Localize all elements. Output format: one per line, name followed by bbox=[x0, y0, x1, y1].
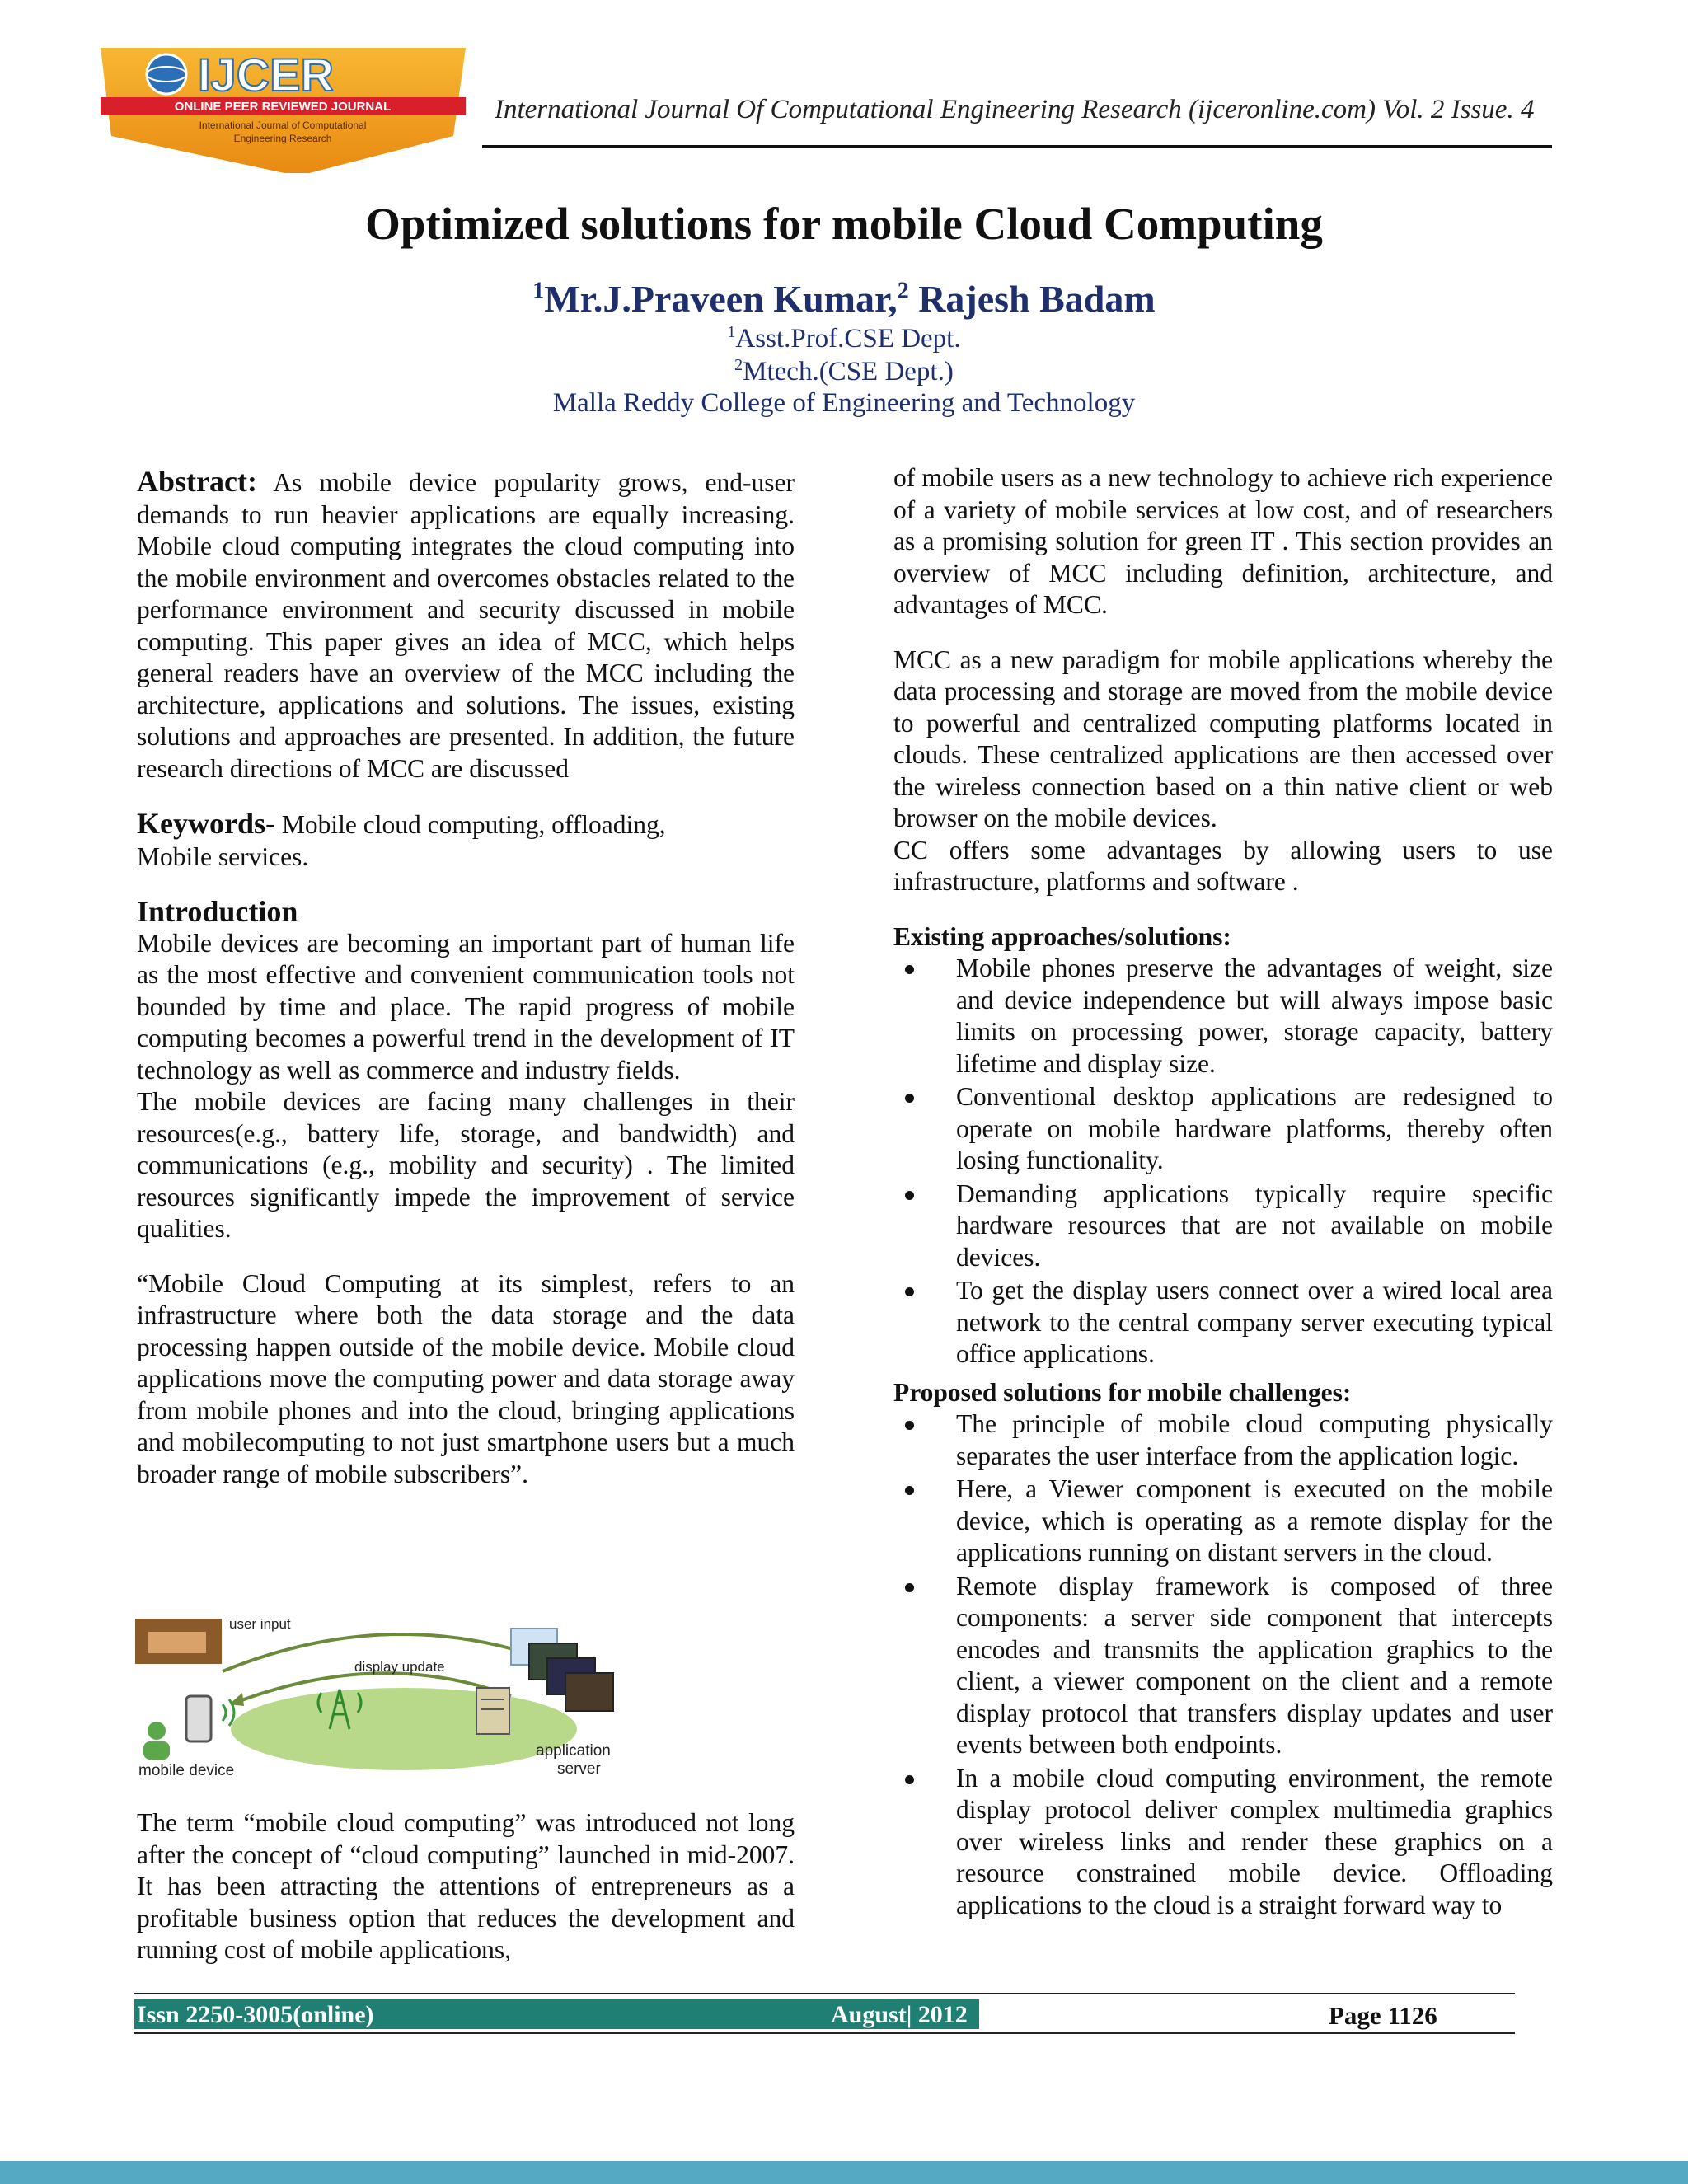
list-item: Demanding applications typically require specific hardware resources that are not available on mobile devices. bbox=[893, 1179, 1553, 1274]
affiliation-1-mark: 1 bbox=[727, 323, 736, 341]
bullet-icon bbox=[905, 1287, 914, 1296]
author-1-mark: 1 bbox=[532, 278, 545, 304]
list-item: To get the display users connect over a wired local area network to the central company server executing typical office applications. bbox=[893, 1275, 1553, 1371]
list-item: Conventional desktop applications are redesigned to operate on mobile hardware platforms, thereby often losing functionality. bbox=[893, 1081, 1553, 1177]
list-item: Remote display framework is composed of three components: a server side component that intercepts encodes and transmits the application graphics to the client, a viewer component on the client and a remote display protocol that transfers display updates and user events between both endpoints. bbox=[893, 1571, 1553, 1761]
term-paragraph: The term “mobile cloud computing” was introduced not long after the concept of “cloud computing” launched in mid-2007. It has been attracting the attentions of entrepreneurs as a profitable business option that reduces the development and running cost of mobile applications, bbox=[137, 1808, 795, 1964]
footer-issn: Issn 2250-3005(online) bbox=[137, 2001, 374, 2028]
author-2-mark: 2 bbox=[897, 278, 909, 304]
header-rule bbox=[482, 145, 1552, 148]
server-icon bbox=[476, 1688, 509, 1734]
affiliation-2-mark: 2 bbox=[734, 356, 743, 374]
bullet-icon bbox=[905, 1583, 914, 1592]
footer-rule-bottom bbox=[134, 2032, 1515, 2034]
left-column bbox=[137, 466, 795, 1490]
abstract bbox=[137, 466, 795, 785]
list-item: In a mobile cloud computing environment, the remote display protocol deliver complex multimedia graphics over wireless links and render these graphics on a resource constrained mobile device. Offloading applications to the cloud is a straight forward way to bbox=[893, 1763, 1553, 1922]
affiliation-institution: Malla Reddy College of Engineering and Technology bbox=[552, 388, 1136, 418]
keywords-text-2: Mobile services. bbox=[137, 841, 309, 871]
right-paragraph-1: of mobile users as a new technology to achieve rich experience of a variety of mobile services at low cost, and of researchers as a promising solution for green IT . This section provides an overview of MCC including definition, architecture, and advantages of MCC. bbox=[893, 463, 1553, 619]
proposed-list bbox=[893, 1408, 1553, 1921]
bullet-icon bbox=[905, 965, 914, 974]
affiliation-1 bbox=[0, 323, 1688, 354]
bullet-icon bbox=[905, 1191, 914, 1200]
list-item: Mobile phones preserve the advantages of weight, size and device independence but will always impose basic limits on processing power, storage capacity, battery lifetime and display size. bbox=[893, 953, 1553, 1080]
bullet-icon bbox=[905, 1421, 914, 1430]
ijcer-logo bbox=[91, 41, 470, 177]
figure-mobile-device: mobile device bbox=[138, 1762, 235, 1779]
intro-paragraph-2: The mobile devices are facing many challenges in their resources(e.g., battery life, storage, and bandwidth) and communications (e.g., mobility and security) . The limited resources significantly impede the improvement of service qualities. bbox=[137, 1087, 795, 1243]
keywords-text: Mobile cloud computing, offloading, bbox=[274, 810, 666, 839]
running-head: International Journal Of Computational Engineering Research (ijceronline.com) Vol. 2 Issue. 4 bbox=[495, 95, 1535, 124]
footer-date: August| 2012 bbox=[831, 2001, 968, 2028]
footer-page-number: Page 1126 bbox=[1329, 2001, 1437, 2030]
figure-display-update: display update bbox=[354, 1659, 445, 1675]
figure-user-input: user input bbox=[229, 1616, 291, 1632]
bullet-icon bbox=[905, 1094, 914, 1103]
introduction-heading: Introduction bbox=[137, 895, 298, 928]
mobile-device-icon bbox=[143, 1696, 234, 1760]
list-item: Here, a Viewer component is executed on the mobile device, which is operating as a remote display for the applications running on distant servers in the cloud. bbox=[893, 1474, 1553, 1569]
figure-application: application bbox=[536, 1742, 611, 1760]
list-item: The principle of mobile cloud computing physically separates the user interface from the application logic. bbox=[893, 1408, 1553, 1472]
proposed-heading: Proposed solutions for mobile challenges: bbox=[893, 1377, 1352, 1407]
figure-server: server bbox=[557, 1760, 601, 1778]
paper-title: Optimized solutions for mobile Cloud Computing bbox=[365, 199, 1323, 249]
left-column-bottom bbox=[137, 1807, 795, 1966]
author-line bbox=[0, 277, 1688, 321]
right-paragraph-3: CC offers some advantages by allowing users to use infrastructure, platforms and software . bbox=[893, 835, 1553, 896]
abstract-label: Abstract: bbox=[137, 465, 257, 498]
keywords-label: Keywords- bbox=[137, 807, 275, 840]
affiliation-2 bbox=[0, 356, 1688, 387]
right-column bbox=[893, 462, 1553, 1923]
bullet-icon bbox=[905, 1775, 914, 1784]
logo-text: IJCER bbox=[198, 49, 334, 101]
keywords bbox=[137, 808, 795, 841]
quote-paragraph: “Mobile Cloud Computing at its simplest, refers to an infrastructure where both the data storage and the data processing happen outside of the mobile device. Mobile cloud applications move the computing power and data storage away from mobile phones and into the cloud, bringing applications and mobilecomputing to not just smartphone users but a much broader range of mobile subscribers”. bbox=[137, 1268, 795, 1488]
bullet-icon bbox=[905, 1486, 914, 1495]
right-paragraph-2: MCC as a new paradigm for mobile applications whereby the data processing and storage are moved from the mobile device to powerful and centralized computing platforms located in clouds. These centralized applications are then accessed over the wireless connection based on a thin native client or web browser on the mobile devices. bbox=[893, 644, 1553, 832]
logo-subtitle-1: International Journal of Computational bbox=[199, 120, 367, 131]
affiliation-2-text: Mtech.(CSE Dept.) bbox=[743, 357, 954, 387]
logo-tagline: ONLINE PEER REVIEWED JOURNAL bbox=[174, 100, 392, 114]
author-1-name: Mr.J.Praveen Kumar, bbox=[544, 278, 898, 320]
affiliation-1-text: Asst.Prof.CSE Dept. bbox=[735, 324, 961, 354]
author-2-name: Rajesh Badam bbox=[908, 278, 1156, 320]
abstract-text: As mobile device popularity grows, end-user demands to run heavier applications are equally increasing. Mobile cloud computing integrates the cloud computing into the mobile environment and overcomes obstacles related to the performance environment and security discussed in mobile computing. This paper gives an idea of MCC, which helps general readers have an overview of the MCC including the architecture, applications and solutions. The issues, existing solutions and approaches are presented. In addition, the future research directions of MCC are discussed bbox=[137, 468, 795, 783]
intro-paragraph-1: Mobile devices are becoming an important part of human life as the most effective and convenient communication tools not bounded by time and place. The rapid progress of mobile computing becomes a powerful trend in the development of IT technology as well as commerce and industry fields. bbox=[137, 928, 795, 1085]
existing-list bbox=[893, 953, 1553, 1371]
footer-rule-top bbox=[134, 1993, 1515, 1994]
screenshot-stack-icon bbox=[511, 1629, 613, 1711]
bottom-band bbox=[0, 2161, 1688, 2184]
logo-subtitle-2: Engineering Research bbox=[233, 133, 332, 144]
existing-heading: Existing approaches/solutions: bbox=[893, 921, 1231, 951]
mcc-figure bbox=[132, 1614, 659, 1779]
